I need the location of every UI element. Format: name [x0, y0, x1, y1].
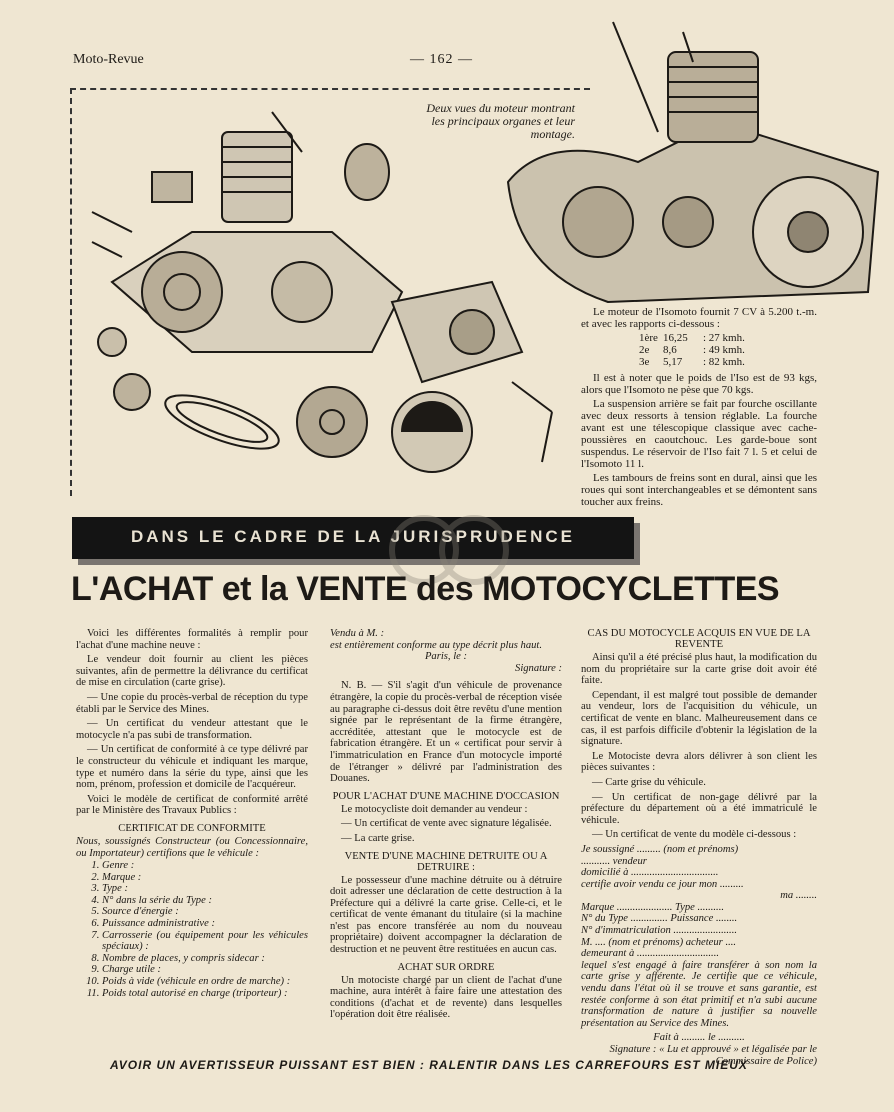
- list-item: 6. Puissance administrative :: [102, 918, 308, 930]
- article-column-3: [581, 628, 817, 1067]
- paragraph: — Une copie du procès-verbal de réception du type établi par le Service des Mines.: [76, 691, 308, 715]
- paragraph: — Un certificat de conformité à ce type délivré par le constructeur du véhicule et indiquant les marque, type et numéro dans la série du type, ainsi que les nom, prénom, profession et domicile de l'acquéreur.: [76, 744, 308, 791]
- list-item: 4. N° dans la série du Type :: [102, 895, 308, 907]
- paragraph: — Un certificat de vente du modèle ci-dessous :: [592, 829, 797, 841]
- paragraph: Voici les différentes formalités à remplir pour l'achat d'une machine neuve :: [76, 628, 308, 651]
- section-heading: POUR L'ACHAT D'UNE MACHINE D'OCCASION: [332, 790, 560, 802]
- article-column-1: [76, 628, 308, 999]
- magazine-title: Moto-Revue: [73, 52, 144, 67]
- form-line: ........... vendeur: [581, 855, 647, 867]
- paragraph: Le motocycliste doit demander au vendeur :: [341, 803, 528, 815]
- form-line: certifie avoir vendu ce jour mon .........: [581, 878, 744, 890]
- nota-bene-paragraph: N. B. — S'il s'agit d'un véhicule de provenance étrangère, la copie du procès-verbal de réception visée au paragraphe ci-dessus doit être revêtu d'une mention signée par le représentant de la firme étrangère, accréditée, attestant que le motocycle est de fabrication étrangère. Et un « certificat pour servir à l'immatriculation en France d'un motocycle importé de l'étranger » délivré par l'administration des Douanes.: [330, 680, 562, 785]
- section-banner: [72, 517, 634, 559]
- paragraph: Un motociste chargé par un client de l'achat d'une machine, aura intérêt à faire faire une attestation des conditions (d'achat et de revente) dans lesquelles l'opération doit être réalisée.: [330, 974, 562, 1021]
- list-item: 10. Poids à vide (véhicule en ordre de marche) :: [102, 976, 308, 988]
- form-line: demeurant à ...............................: [581, 948, 720, 960]
- certificate-fields-list: [76, 860, 308, 999]
- certificate-intro: Nous, soussignés Constructeur (ou Concessionnaire, ou Importateur) certifions que le véhicule :: [76, 835, 308, 859]
- form-line: Fait à ......... le ..........: [653, 1032, 745, 1044]
- banner-text: DANS LE CADRE DE LA JURISPRUDENCE: [130, 527, 576, 546]
- certificate-title: CERTIFICAT DE CONFORMITE: [118, 822, 266, 834]
- suspension-paragraph: La suspension arrière se fait par fourche oscillante avec deux ressorts à tension réglable. La fourche avant est une télescopique classique avec cache-poussières en caoutchouc. Les garde-boue sont suspendus. Le réservoir de l'Iso fait 7 l. 5 et celui de l'Isomoto 11 l.: [581, 398, 817, 470]
- conformity-line: est entièrement conforme au type décrit plus haut.: [330, 639, 543, 651]
- section-heading: VENTE D'UNE MACHINE DETRUITE OU A DETRUIRE :: [344, 850, 548, 873]
- weight-paragraph: Il est à noter que le poids de l'Iso est de 93 kgs, alors que l'Isomoto ne pèse que 70 kgs.: [581, 372, 817, 396]
- list-item: 9. Charge utile :: [102, 964, 308, 976]
- section-heading: CAS DU MOTOCYCLE ACQUIS EN VUE DE LA REVENTE: [587, 628, 811, 650]
- figure-caption: Deux vues du moteur montrant les principaux organes et leur montage.: [426, 101, 575, 141]
- article-column-2: [330, 628, 562, 1024]
- paragraph: Voici le modèle de certificat de conformité arrêté par le Ministère des Travaux Publics :: [76, 793, 308, 817]
- list-item: 11. Poids total autorisé en charge (triporteur) :: [102, 988, 308, 1000]
- section-heading: ACHAT SUR ORDRE: [397, 961, 495, 973]
- paragraph: Le possesseur d'une machine détruite ou à détruire doit adresser une déclaration de cette destruction à la Préfecture qui a délivré la carte grise. Celle-ci, et le certificat de vente émanant du titulaire (si la machine n'est pas encore transférée au nom du nouveau propriétaire) doivent accompagner la déclaration de destruction et ne peuvent être restituées en aucun cas.: [330, 874, 562, 956]
- page-number: — 162 —: [410, 52, 473, 67]
- engine-intro: Le moteur de l'Isomoto fournit 7 CV à 5.200 t.-m. et avec les rapports ci-dessous :: [581, 306, 817, 330]
- list-item: 5. Source d'énergie :: [102, 906, 308, 918]
- form-line: domicilié à .................................: [581, 867, 719, 879]
- engine-cutaway-illustration: [488, 12, 888, 312]
- gear-ratio-row: 2e 8,6 : 49 kmh.: [639, 344, 745, 356]
- paragraph: — Un certificat du vendeur attestant que le motocycle n'a pas subi de transformation.: [76, 718, 308, 741]
- footer-slogan: AVOIR UN AVERTISSEUR PUISSANT EST BIEN : RALENTIR DANS LES CARREFOURS EST MIEUX: [110, 1058, 748, 1072]
- paragraph: Ainsi qu'il a été précisé plus haut, la modification du nom du propriétaire sur la carte grise doit avoir été faite.: [581, 652, 817, 687]
- article-headline: L'ACHAT et la VENTE des MOTOCYCLETTES: [71, 570, 780, 608]
- paragraph: — Un certificat de vente avec signature légalisée.: [341, 818, 552, 830]
- brakes-paragraph: Les tambours de freins sont en dural, ainsi que les roues qui sont interchangeables et se démontent sans toucher aux freins.: [581, 472, 817, 508]
- paragraph: Le vendeur doit fournir au client les pièces suivantes, afin de permettre la délivrance du certificat de mise en circulation (carte grise).: [76, 654, 308, 689]
- paragraph: Le Motociste devra alors délivrer à son client les pièces suivantes :: [581, 750, 817, 774]
- form-line: ma ........: [780, 890, 817, 902]
- paragraph: — La carte grise.: [341, 832, 415, 844]
- form-line: lequel s'est engagé à faire transférer à son nom la carte grise y afférente. Je certifie que ce véhicule, vendu dans l'état où il se trouve et sans garantie, est restée conforme à son état primitif et n'a subi aucune transformation de nature à justifier sa nouvelle présentation au Service des Mines.: [581, 959, 817, 1029]
- sale-certificate-form: [581, 844, 817, 1067]
- form-line: N° d'immatriculation ........................: [581, 925, 737, 937]
- gear-ratio-row: 3e 5,17 : 82 kmh.: [639, 356, 745, 368]
- paragraph: — Carte grise du véhicule.: [592, 776, 706, 788]
- list-item: 8. Nombre de places, y compris sidecar :: [102, 953, 308, 965]
- signature-line: Signature :: [515, 662, 562, 674]
- form-signature: Signature : « Lu et approuvé » et légalisée par le Commissaire de Police): [609, 1044, 817, 1067]
- form-line: Marque ..................... Type ..........: [581, 901, 724, 913]
- place-date-line: Paris, le :: [424, 651, 468, 663]
- list-item: 1. Genre :: [102, 860, 308, 872]
- sold-to-line: Vendu à M. :: [330, 628, 385, 639]
- paragraph: — Un certificat de non-gage délivré par la préfecture du département où a été immatriculé le véhicule.: [581, 791, 817, 826]
- list-item: 3. Type :: [102, 883, 308, 895]
- gear-ratios: [639, 332, 817, 368]
- form-line: N° du Type .............. Puissance ........: [581, 913, 738, 925]
- list-item: 2. Marque :: [102, 872, 308, 884]
- paragraph: Cependant, il est malgré tout possible de demander au vendeur, lors de l'acquisition du véhicule, un certificat de vente en blanc. Malheureusement dans ce cas, il est parfois difficile d'obtenir la législation de la signature.: [581, 689, 817, 748]
- engine-specs-text: [581, 306, 817, 510]
- form-line: Je soussigné ......... (nom et prénoms): [581, 843, 739, 855]
- gear-ratio-row: 1ère 16,25 : 27 kmh.: [639, 332, 745, 344]
- list-item: 7. Carrosserie (ou équipement pour les véhicules spéciaux) :: [102, 930, 308, 953]
- form-line: M. .... (nom et prénoms) acheteur ....: [581, 936, 737, 948]
